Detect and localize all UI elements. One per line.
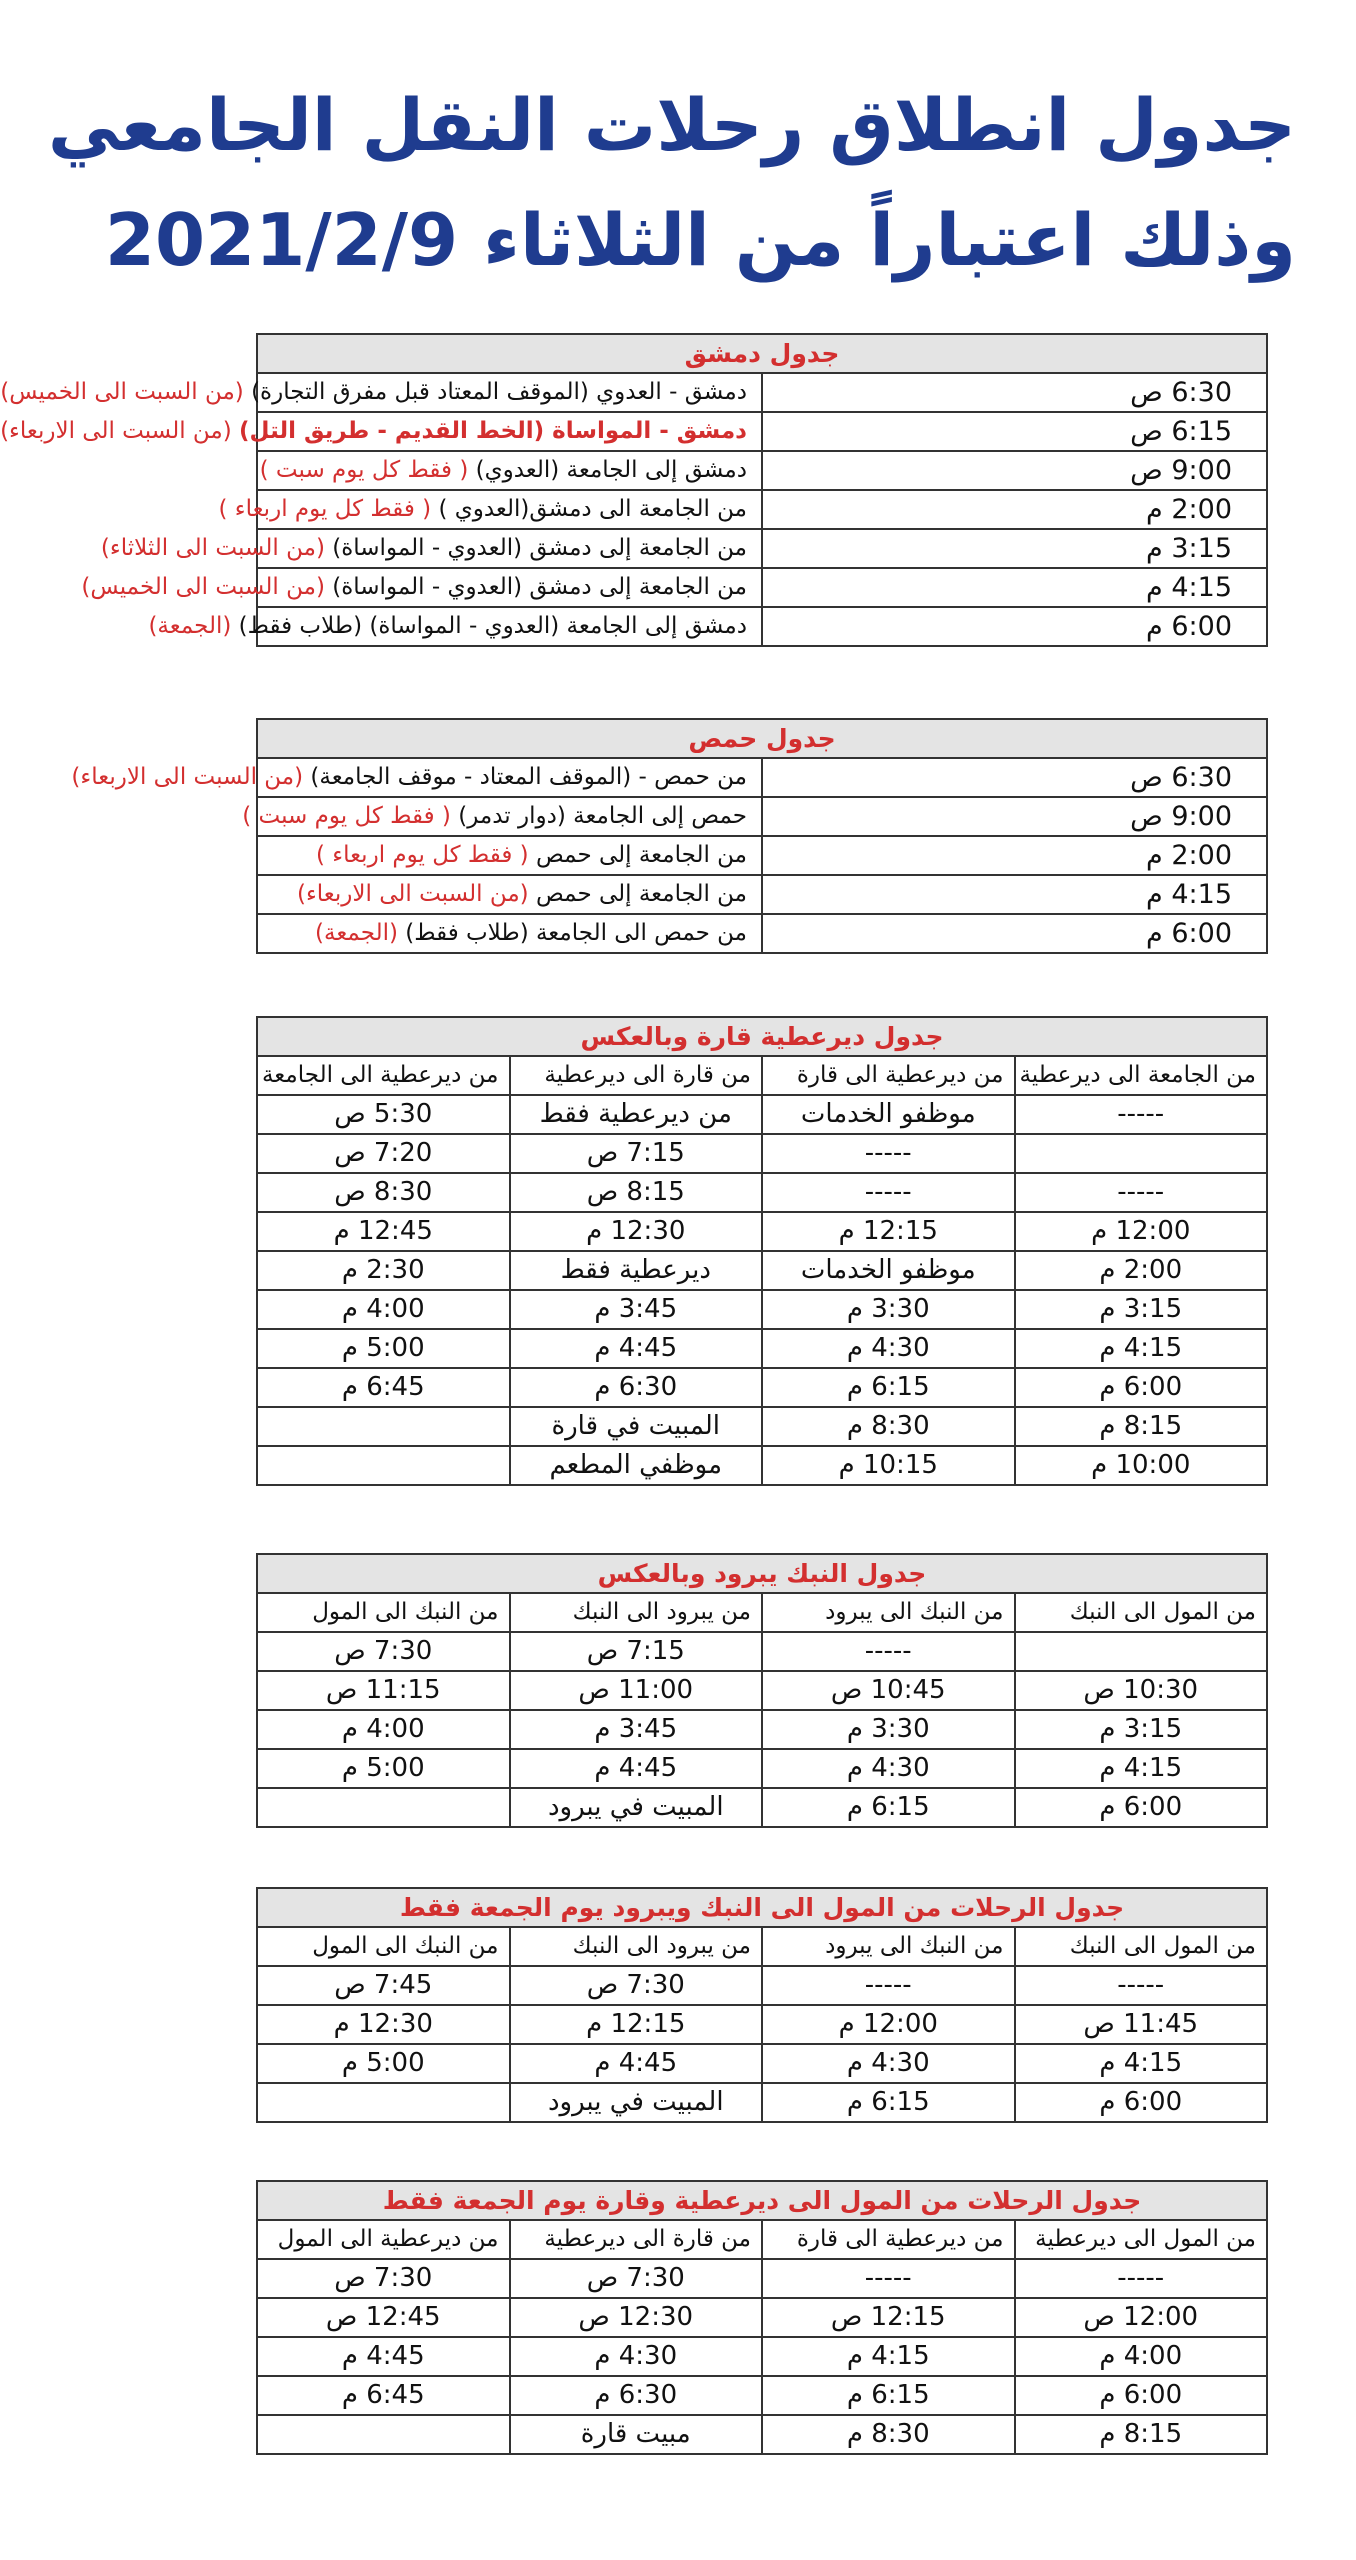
route-description-cell bbox=[242, 797, 762, 836]
departure-time: 6:15 ص bbox=[762, 412, 1267, 451]
days-note: (من السبت الى الاربعاء) bbox=[297, 881, 529, 907]
table-cell: 4:15 م bbox=[762, 2337, 1015, 2376]
column-header: من النبك الى المول bbox=[257, 1927, 510, 1966]
column-header: من النبك الى يبرود bbox=[762, 1927, 1015, 1966]
table-cell: 4:15 م bbox=[1015, 1329, 1268, 1368]
route-description: من حمص الى الجامعة (طلاب فقط) bbox=[405, 920, 747, 946]
table-cell: 4:30 م bbox=[510, 2337, 763, 2376]
column-header: من يبرود الى النبك bbox=[510, 1927, 763, 1966]
table-row bbox=[257, 2083, 1267, 2122]
table-row bbox=[257, 1632, 1267, 1671]
table-cell: 6:30 م bbox=[510, 1368, 763, 1407]
table-cell: 4:30 م bbox=[762, 2044, 1015, 2083]
damascus-row bbox=[257, 529, 1267, 568]
table-cell: 12:00 م bbox=[1015, 1212, 1268, 1251]
table-cell: من ديرعطية فقط bbox=[510, 1095, 763, 1134]
table-row bbox=[257, 1251, 1267, 1290]
table-row bbox=[257, 1749, 1267, 1788]
table-row bbox=[257, 1407, 1267, 1446]
departure-time: 9:00 ص bbox=[762, 797, 1267, 836]
homs-row bbox=[257, 914, 1267, 953]
table-cell: 11:45 ص bbox=[1015, 2005, 1268, 2044]
table-cell: 4:00 م bbox=[1015, 2337, 1268, 2376]
column-header: من قارة الى ديرعطية bbox=[510, 2220, 763, 2259]
days-note: (من السبت الى الثلاثاء) bbox=[100, 535, 325, 561]
table-row bbox=[257, 2376, 1267, 2415]
route-description-cell bbox=[100, 529, 762, 568]
page-title-line-1: جدول انطلاق رحلات النقل الجامعي bbox=[47, 83, 1296, 167]
table-cell: موظفو الخدمات bbox=[762, 1251, 1015, 1290]
table-cell bbox=[257, 1788, 510, 1827]
table-cell: 4:00 م bbox=[257, 1710, 510, 1749]
table-cell: 12:45 م bbox=[257, 1212, 510, 1251]
column-header: من ديرعطية الى قارة bbox=[762, 2220, 1015, 2259]
homs-row bbox=[257, 797, 1267, 836]
table-cell: 12:15 م bbox=[762, 1212, 1015, 1251]
column-header: من المول الى النبك bbox=[1015, 1593, 1268, 1632]
table-row bbox=[257, 1368, 1267, 1407]
table-cell: ديرعطية فقط bbox=[510, 1251, 763, 1290]
table-cell: ----- bbox=[1015, 1966, 1268, 2005]
table-cell: 11:00 ص bbox=[510, 1671, 763, 1710]
table-cell: 5:30 ص bbox=[257, 1095, 510, 1134]
days-note: (من السبت الى الاربعاء) bbox=[0, 418, 232, 444]
days-note: (من السبت الى الاربعاء) bbox=[71, 764, 304, 790]
column-header: من المول الى النبك bbox=[1015, 1927, 1268, 1966]
homs-row bbox=[257, 875, 1267, 914]
table-cell: 6:00 م bbox=[1015, 2083, 1268, 2122]
table-cell: المبيت في قارة bbox=[510, 1407, 763, 1446]
table-cell: 6:00 م bbox=[1015, 2376, 1268, 2415]
departure-time: 4:15 م bbox=[762, 875, 1267, 914]
table-row bbox=[257, 2259, 1267, 2298]
table-cell: 4:45 م bbox=[510, 1749, 763, 1788]
table-cell: 5:00 م bbox=[257, 2044, 510, 2083]
table-cell bbox=[257, 1446, 510, 1485]
departure-time: 4:15 م bbox=[762, 568, 1267, 607]
table-row bbox=[257, 1173, 1267, 1212]
column-header-row bbox=[257, 1927, 1267, 1966]
table-cell: 6:45 م bbox=[257, 2376, 510, 2415]
column-header: من ديرعطية الى المول bbox=[257, 2220, 510, 2259]
table-cell: ----- bbox=[1015, 1095, 1268, 1134]
table-cell: 8:15 م bbox=[1015, 1407, 1268, 1446]
table-cell: 8:30 ص bbox=[257, 1173, 510, 1212]
route-description-cell bbox=[257, 875, 762, 914]
table-row bbox=[257, 2005, 1267, 2044]
route-description: حمص إلى الجامعة (دوار تدمر) bbox=[458, 803, 747, 829]
route-description-cell bbox=[148, 607, 762, 646]
departure-time: 2:00 م bbox=[762, 836, 1267, 875]
table-cell: 6:30 م bbox=[510, 2376, 763, 2415]
table-cell: 3:30 م bbox=[762, 1290, 1015, 1329]
table-cell: 6:00 م bbox=[1015, 1368, 1268, 1407]
homs-row bbox=[257, 836, 1267, 875]
homs-row bbox=[257, 758, 1267, 797]
departure-time: 6:00 م bbox=[762, 914, 1267, 953]
table-cell: 2:00 م bbox=[1015, 1251, 1268, 1290]
table-cell: 8:15 ص bbox=[510, 1173, 763, 1212]
table-row bbox=[257, 1134, 1267, 1173]
column-header-row bbox=[257, 2220, 1267, 2259]
table-row bbox=[257, 1788, 1267, 1827]
table-cell: 7:30 ص bbox=[257, 1632, 510, 1671]
table-cell: 7:15 ص bbox=[510, 1632, 763, 1671]
table-cell: موظفي المطعم bbox=[510, 1446, 763, 1485]
damascus-table-header: جدول دمشق bbox=[257, 334, 1267, 373]
damascus-schedule-table bbox=[0, 333, 1268, 647]
damascus-row bbox=[257, 607, 1267, 646]
table-cell: ----- bbox=[762, 1134, 1015, 1173]
table-cell: المبيت في يبرود bbox=[510, 1788, 763, 1827]
table-cell: 3:15 م bbox=[1015, 1710, 1268, 1749]
table-cell: 7:20 ص bbox=[257, 1134, 510, 1173]
column-header: من النبك الى يبرود bbox=[762, 1593, 1015, 1632]
table-cell: 7:45 ص bbox=[257, 1966, 510, 2005]
days-note: (من السبت الى الخميس) bbox=[81, 574, 325, 600]
table-cell: 11:15 ص bbox=[257, 1671, 510, 1710]
table-cell: ----- bbox=[762, 1632, 1015, 1671]
table-cell: ----- bbox=[762, 2259, 1015, 2298]
table-row bbox=[257, 1290, 1267, 1329]
table-row bbox=[257, 2044, 1267, 2083]
table-cell: 6:15 م bbox=[762, 2083, 1015, 2122]
days-note: ( فقط كل يوم سبت ) bbox=[259, 457, 469, 483]
table-cell: 4:30 م bbox=[762, 1329, 1015, 1368]
table-cell: 2:30 م bbox=[257, 1251, 510, 1290]
table-cell: 7:15 ص bbox=[510, 1134, 763, 1173]
table-cell: 7:30 ص bbox=[510, 1966, 763, 2005]
table-cell: ----- bbox=[762, 1173, 1015, 1212]
damascus-row bbox=[257, 490, 1267, 529]
table-cell: 10:45 ص bbox=[762, 1671, 1015, 1710]
table-cell: 4:15 م bbox=[1015, 1749, 1268, 1788]
column-header: من ديرعطية الى قارة bbox=[762, 1056, 1015, 1095]
table-cell: موظفو الخدمات bbox=[762, 1095, 1015, 1134]
route-description: من الجامعة إلى حمص bbox=[535, 842, 747, 868]
table-row bbox=[257, 2298, 1267, 2337]
table-cell: مبيت قارة bbox=[510, 2415, 763, 2454]
table-cell: 10:30 ص bbox=[1015, 1671, 1268, 1710]
days-note: (من السبت الى الخميس) bbox=[0, 379, 244, 405]
route-description: من الجامعة الى دمشق(العدوي ) bbox=[438, 496, 747, 522]
departure-time: 6:00 م bbox=[762, 607, 1267, 646]
days-note: (الجمعة) bbox=[148, 613, 232, 639]
damascus-row bbox=[257, 451, 1267, 490]
column-header-row bbox=[257, 1593, 1267, 1632]
route-description: دمشق - العدوي (الموقف المعتاد قبل مفرق التجارة) bbox=[251, 379, 747, 405]
table-cell: 12:15 ص bbox=[762, 2298, 1015, 2337]
days-note: (الجمعة) bbox=[315, 920, 398, 946]
column-header: من الجامعة الى ديرعطية bbox=[1015, 1056, 1268, 1095]
table-cell: 7:30 ص bbox=[257, 2259, 510, 2298]
table-row bbox=[257, 1966, 1267, 2005]
column-header: من قارة الى ديرعطية bbox=[510, 1056, 763, 1095]
table-cell: 10:15 م bbox=[762, 1446, 1015, 1485]
table-cell: 3:30 م bbox=[762, 1710, 1015, 1749]
route-description-cell bbox=[0, 412, 762, 451]
table-cell: 3:45 م bbox=[510, 1290, 763, 1329]
route-description-cell bbox=[257, 451, 762, 490]
route-description-cell bbox=[81, 568, 762, 607]
table-cell: 10:00 م bbox=[1015, 1446, 1268, 1485]
days-note: ( فقط كل يوم سبت ) bbox=[242, 803, 451, 829]
nabk-yabroud-schedule-table bbox=[256, 1553, 1268, 1828]
table-row bbox=[257, 1329, 1267, 1368]
table-cell: المبيت في يبرود bbox=[510, 2083, 763, 2122]
table-cell: 4:45 م bbox=[510, 1329, 763, 1368]
table-row bbox=[257, 2415, 1267, 2454]
table-cell: 4:00 م bbox=[257, 1290, 510, 1329]
days-note: ( فقط كل يوم اربعاء ) bbox=[315, 842, 529, 868]
table-cell: 5:00 م bbox=[257, 1749, 510, 1788]
table-cell bbox=[1015, 1632, 1268, 1671]
route-description-cell bbox=[257, 836, 762, 875]
table-cell: 8:30 م bbox=[762, 1407, 1015, 1446]
table-row bbox=[257, 2337, 1267, 2376]
column-header: من المول الى ديرعطية bbox=[1015, 2220, 1268, 2259]
table-cell: 12:45 ص bbox=[257, 2298, 510, 2337]
damascus-row bbox=[257, 412, 1267, 451]
page-title-line-2: وذلك اعتباراً من الثلاثاء 2021/2/9 bbox=[104, 198, 1296, 282]
route-description-cell bbox=[218, 490, 762, 529]
table-cell: 3:45 م bbox=[510, 1710, 763, 1749]
homs-table-header: جدول حمص bbox=[257, 719, 1267, 758]
table-cell bbox=[257, 2415, 510, 2454]
damascus-row bbox=[257, 568, 1267, 607]
table-cell: ----- bbox=[1015, 1173, 1268, 1212]
column-header: من يبرود الى النبك bbox=[510, 1593, 763, 1632]
homs-schedule-table bbox=[71, 718, 1268, 954]
route-description: دمشق إلى الجامعة (العدوي - المواساة) (طلاب فقط) bbox=[238, 613, 747, 639]
table-cell: 6:00 م bbox=[1015, 1788, 1268, 1827]
table-cell: 8:30 م bbox=[762, 2415, 1015, 2454]
table-cell: 6:15 م bbox=[762, 1788, 1015, 1827]
departure-time: 6:30 ص bbox=[762, 758, 1267, 797]
table-cell: 4:15 م bbox=[1015, 2044, 1268, 2083]
column-header-row bbox=[257, 1056, 1267, 1095]
route-description-cell bbox=[71, 758, 762, 797]
deiratiyah-qara-schedule-table bbox=[256, 1016, 1268, 1486]
table-cell: 5:00 م bbox=[257, 1329, 510, 1368]
table-cell: 3:15 م bbox=[1015, 1290, 1268, 1329]
table-cell: 12:30 م bbox=[257, 2005, 510, 2044]
table-cell: 12:00 م bbox=[762, 2005, 1015, 2044]
table-cell: 6:15 م bbox=[762, 1368, 1015, 1407]
route-description: دمشق إلى الجامعة (العدوي) bbox=[475, 457, 747, 483]
column-header: من النبك الى المول bbox=[257, 1593, 510, 1632]
table-cell: 8:15 م bbox=[1015, 2415, 1268, 2454]
table-cell bbox=[1015, 1134, 1268, 1173]
table-cell: 4:45 م bbox=[510, 2044, 763, 2083]
damascus-row bbox=[257, 373, 1267, 412]
column-header: من ديرعطية الى الجامعة bbox=[257, 1056, 510, 1095]
table-cell: 6:15 م bbox=[762, 2376, 1015, 2415]
friday-nabk-yabroud-table-header: جدول الرحلات من المول الى النبك ويبرود يوم الجمعة فقط bbox=[257, 1888, 1267, 1927]
table-cell: 12:15 م bbox=[510, 2005, 763, 2044]
table-cell: 4:45 م bbox=[257, 2337, 510, 2376]
nabk-yabroud-table-header: جدول النبك يبرود وبالعكس bbox=[257, 1554, 1267, 1593]
table-row bbox=[257, 1671, 1267, 1710]
table-cell: 7:30 ص bbox=[510, 2259, 763, 2298]
route-description-cell bbox=[0, 373, 762, 412]
table-cell: 12:00 ص bbox=[1015, 2298, 1268, 2337]
days-note: ( فقط كل يوم اربعاء ) bbox=[218, 496, 432, 522]
departure-time: 2:00 م bbox=[762, 490, 1267, 529]
friday-deiratiyah-qara-schedule-table bbox=[256, 2180, 1268, 2455]
table-cell: 6:45 م bbox=[257, 1368, 510, 1407]
table-row bbox=[257, 1710, 1267, 1749]
route-description: من الجامعة إلى دمشق (العدوي - المواساة) bbox=[332, 574, 747, 600]
friday-nabk-yabroud-schedule-table bbox=[256, 1887, 1268, 2123]
route-description: من حمص - (الموقف المعتاد - موقف الجامعة) bbox=[310, 764, 747, 790]
table-cell: 12:30 ص bbox=[510, 2298, 763, 2337]
friday-deiratiyah-qara-table-header: جدول الرحلات من المول الى ديرعطية وقارة يوم الجمعة فقط bbox=[257, 2181, 1267, 2220]
table-cell: ----- bbox=[1015, 2259, 1268, 2298]
route-description: من الجامعة إلى دمشق (العدوي - المواساة) bbox=[332, 535, 747, 561]
deiratiyah-qara-table-header: جدول ديرعطية قارة وبالعكس bbox=[257, 1017, 1267, 1056]
route-description: دمشق - المواساة (الخط القديم - طريق التل) bbox=[239, 418, 747, 444]
table-row bbox=[257, 1446, 1267, 1485]
route-description: من الجامعة إلى حمص bbox=[535, 881, 747, 907]
table-row bbox=[257, 1095, 1267, 1134]
table-cell: ----- bbox=[762, 1966, 1015, 2005]
table-cell: 4:30 م bbox=[762, 1749, 1015, 1788]
departure-time: 9:00 ص bbox=[762, 451, 1267, 490]
table-cell bbox=[257, 1407, 510, 1446]
departure-time: 6:30 ص bbox=[762, 373, 1267, 412]
table-cell: 12:30 م bbox=[510, 1212, 763, 1251]
table-cell bbox=[257, 2083, 510, 2122]
departure-time: 3:15 م bbox=[762, 529, 1267, 568]
route-description-cell bbox=[257, 914, 762, 953]
table-row bbox=[257, 1212, 1267, 1251]
